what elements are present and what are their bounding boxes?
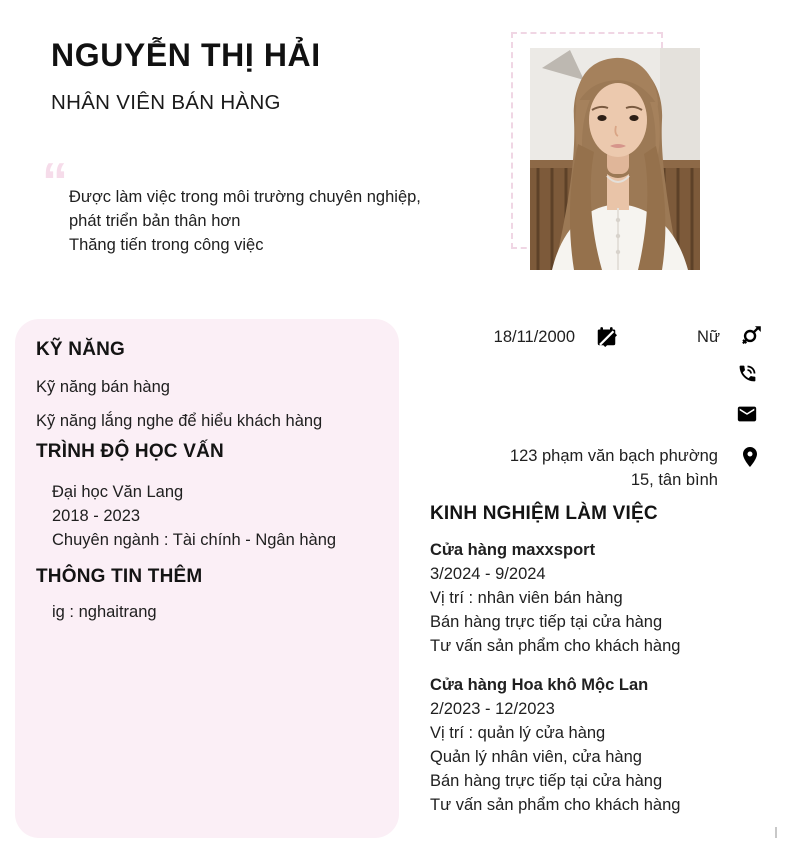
portrait-illustration — [530, 48, 700, 270]
education-major: Chuyên ngành : Tài chính - Ngân hàng — [52, 531, 337, 549]
skill-item: Kỹ năng lắng nghe để hiểu khách hàng — [36, 412, 323, 430]
location-icon — [738, 445, 762, 469]
skill-item: Kỹ năng bán hàng — [36, 378, 170, 396]
job-detail: Vị trí : quản lý cửa hàng — [430, 724, 606, 742]
job-entry — [430, 538, 780, 658]
job-company: Cửa hàng Hoa khô Mộc Lan — [430, 676, 649, 694]
gender-value: Nữ — [697, 328, 720, 346]
page-title: NGUYỄN THỊ HẢI — [51, 37, 321, 73]
objective-line: Thăng tiến trong công việc — [69, 236, 264, 254]
job-title: NHÂN VIÊN BÁN HÀNG — [51, 91, 281, 114]
job-detail: Vị trí : nhân viên bán hàng — [430, 589, 623, 607]
job-period: 3/2024 - 9/2024 — [430, 565, 546, 583]
quote-icon: “ — [42, 153, 68, 211]
gender-icon — [740, 324, 763, 347]
more-info-item: ig : nghaitrang — [52, 603, 157, 621]
sidebar-panel — [15, 319, 399, 838]
skills-heading: KỸ NĂNG — [36, 339, 126, 360]
job-period: 2/2023 - 12/2023 — [430, 700, 555, 718]
profile-photo — [530, 48, 700, 270]
objective-text — [69, 185, 459, 257]
job-detail: Bán hàng trực tiếp tại cửa hàng — [430, 772, 663, 790]
objective-line: phát triển bản thân hơn — [69, 212, 241, 230]
date-of-birth: 18/11/2000 — [493, 328, 575, 346]
address — [430, 444, 718, 492]
education-heading: TRÌNH ĐỘ HỌC VẤN — [36, 441, 224, 462]
objective-line: Được làm việc trong môi trường chuyên nghiệp, — [69, 188, 421, 206]
job-company: Cửa hàng maxxsport — [430, 541, 596, 559]
stray-caret-mark — [775, 827, 777, 838]
job-detail: Tư vấn sản phẩm cho khách hàng — [430, 637, 681, 655]
more-info-heading: THÔNG TIN THÊM — [36, 566, 203, 587]
calendar-edit-icon — [596, 326, 617, 347]
job-detail: Tư vấn sản phẩm cho khách hàng — [430, 796, 681, 814]
address-line: 123 phạm văn bạch phường — [509, 447, 718, 465]
experience-heading: KINH NGHIỆM LÀM VIỆC — [430, 503, 658, 524]
job-entry — [430, 673, 780, 817]
email-icon — [736, 403, 758, 425]
education-school: Đại học Văn Lang — [52, 483, 184, 501]
phone-icon — [737, 363, 758, 384]
job-detail: Bán hàng trực tiếp tại cửa hàng — [430, 613, 663, 631]
address-line: 15, tân bình — [630, 471, 718, 489]
education-period: 2018 - 2023 — [52, 507, 141, 525]
job-detail: Quản lý nhân viên, cửa hàng — [430, 748, 642, 766]
